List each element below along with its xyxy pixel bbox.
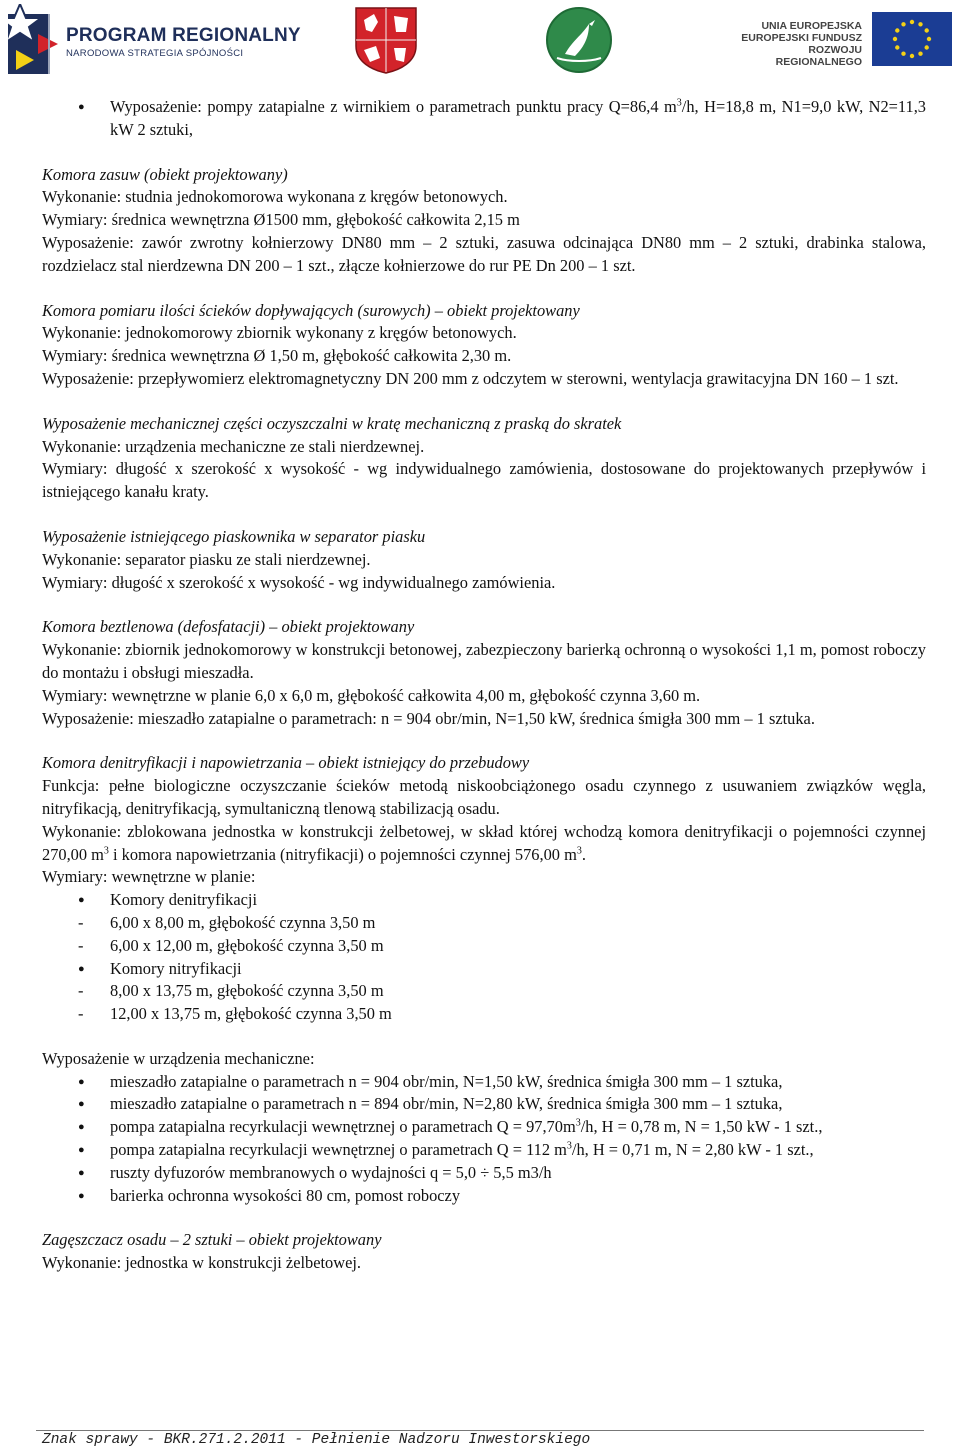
eu-line-3: ROZWOJU REGIONALNEGO [775,44,862,68]
paragraph: Wykonanie: jednokomorowy zbiornik wykonany z kręgów betonowych. [42,323,517,343]
eu-flag-icon [872,12,952,66]
list-item: ● pompa zatapialna recyrkulacji wewnętrznej o parametrach Q = 112 $m^3/h$, H = 0,71 m, N = 2,80 kW - 1 szt., [42,1139,926,1162]
list-item: ● barierka ochronna wysokości 80 cm, pomost roboczy [42,1185,926,1208]
list-item: ● ruszty dyfuzorów membranowych o wydajności q = 5,0 ÷ 5,5 m3/h [42,1162,926,1185]
paragraph: Funkcja: pełne biologiczne oczyszczanie ścieków metodą niskoobciążonego osadu czynnego z usuwaniem związków węgla, nitryfikacją, denitryfikacją, symultaniczną tlenową stabilizacją osadu. [42,776,926,818]
section-title-krata: Wyposażenie mechanicznej części oczyszczalni w kratę mechaniczną z praską do skratek [42,413,622,433]
denit-dimension-list [42,912,926,958]
voivodeship-crest-icon [354,6,418,74]
section-title-zageszczacz: Zagęszczacz osadu – 2 sztuki – obiekt projektowany [42,1230,382,1250]
list-item: - 8,00 x 13,75 m, głębokość czynna 3,50 m [42,980,926,1003]
paragraph: Wymiary: wewnętrzne w planie 6,0 x 6,0 m, głębokość całkowita 4,00 m, głębokość czynna 3,60 m. [42,685,701,705]
section-title-komora-denitryfikacji: Komora denitryfikacji i napowietrzania – obiekt istniejący do przebudowy [42,753,530,773]
nit-dimension-list [42,980,926,1026]
paragraph: Wykonanie: zbiornik jednokomorowy w konstrukcji betonowej, zabezpieczony barierką ochronną o wysokości 1,1 m, pomost roboczy do montażu i obsługi mieszadła. [42,640,926,682]
list-item: ● Komory nitryfikacji [42,958,926,981]
eu-star-icon [910,20,914,24]
paragraph: Wykonanie: studnia jednokomorowa wykonana z kręgów betonowych. [42,187,508,207]
equipment-heading: Wyposażenie w urządzenia mechaniczne: [42,1048,315,1068]
eu-star-icon [925,45,929,49]
nit-chamber-label [42,958,926,981]
eu-star-icon [901,22,905,26]
paragraph: Wykonanie: separator piasku ze stali nierdzewnej. [42,549,371,569]
program-regionalny-logo [8,4,308,74]
paragraph: Wyposażenie: mieszadło zatapialne o parametrach: n = 904 obr/min, N=1,50 kW, średnica śmigła 300 mm – 1 sztuka. [42,708,815,728]
mechanical-equipment-list [42,1071,926,1208]
eu-star-icon [927,37,931,41]
paragraph: Wymiary: średnica wewnętrzna Ø1500 mm, głębokość całkowita 2,15 m [42,210,520,230]
page-header [0,0,960,80]
list-item: - 6,00 x 12,00 m, głębokość czynna 3,50 m [42,935,926,958]
list-item: ● Wyposażenie: pompy zatapialne z wirnikiem o parametrach punktu pracy Q=86,4 $m^3/h$, H=18,8 m, N1=9,0 kW, N2=11,3 kW 2 sztuki, [42,96,926,142]
paragraph: Wykonanie: zblokowana jednostka w konstrukcji żelbetowej, w skład której wchodzą komora denitryfikacji o pojemności czynnej 270,00 $m^3$ i komora napowietrzania (nitryfikacji) o pojemności czynnej 576,00 $m^3$. [42,821,926,864]
eu-line-2: EUROPEJSKI FUNDUSZ [741,32,862,44]
eu-fund-text [722,20,862,68]
eu-star-icon [918,22,922,26]
eu-star-icon [893,37,897,41]
region-bird-logo-icon [545,6,613,74]
list-item: - 12,00 x 13,75 m, głębokość czynna 3,50 m [42,1003,926,1026]
denit-chamber-label [42,889,926,912]
section-title-komora-zasuw: Komora zasuw (obiekt projektowany) [42,164,288,184]
eu-star-icon [895,45,899,49]
section-title-komora-pomiaru: Komora pomiaru ilości ścieków dopływających (surowych) – obiekt projektowany [42,300,580,320]
program-title: PROGRAM REGIONALNY [66,25,301,46]
list-item: - 6,00 x 8,00 m, głębokość czynna 3,50 m [42,912,926,935]
paragraph: Wymiary: długość x szerokość x wysokość - wg indywidualnego zamówienia, dostosowane do projektowanych przepływów i istniejącego kanału kraty. [42,459,926,502]
list-item: ● pompa zatapialna recyrkulacji wewnętrznej o parametrach $Q = 97,70m^3/h$, H = 0,78 m, N = 1,50 kW - 1 szt., [42,1116,926,1139]
paragraph: Wyposażenie: zawór zwrotny kołnierzowy DN80 mm – 2 sztuki, zasuwa odcinająca DN80 mm – 2 sztuki, drabinka stalowa, rozdzielacz stal nierdzewna DN 200 – 1 szt., złącze kołnierzowe do rur PE Dn 200 – 1 szt. [42,232,926,275]
paragraph: Wykonanie: jednostka w konstrukcji żelbetowej. [42,1253,362,1273]
paragraph: Wykonanie: urządzenia mechaniczne ze stali nierdzewnej. [42,436,425,456]
list-item: ● mieszadło zatapialne o parametrach n = 904 obr/min, N=1,50 kW, średnica śmigła 300 mm – 1 sztuka, [42,1071,926,1094]
section-title-komora-beztlenowa: Komora beztlenowa (defosfatacji) – obiekt projektowany [42,617,415,637]
eu-star-icon [910,54,914,58]
eu-line-1: UNIA EUROPEJSKA [761,20,862,32]
paragraph: Wymiary: wewnętrzne w planie: [42,867,256,887]
program-subtitle: NARODOWA STRATEGIA SPÓJNOŚCI [66,48,244,59]
eu-star-icon [895,28,899,32]
footer-case-reference: Znak sprawy - BKR.271.2.2011 - Pełnienie Nadzoru Inwestorskiego [42,1432,591,1448]
eu-star-icon [901,52,905,56]
eu-star-icon [918,52,922,56]
program-regionalny-mark-icon [8,4,58,74]
footer-divider [36,1430,924,1431]
paragraph: Wymiary: długość x szerokość x wysokość - wg indywidualnego zamówienia. [42,572,556,592]
document-body [42,96,926,1275]
paragraph: Wymiary: średnica wewnętrzna Ø 1,50 m, głębokość całkowita 2,30 m. [42,346,512,366]
eu-star-icon [925,28,929,32]
paragraph: Wyposażenie: przepływomierz elektromagnetyczny DN 200 mm z odczytem w sterowni, wentylacja grawitacyjna DN 160 – 1 szt. [42,368,899,388]
pump-equipment-list [42,96,926,142]
list-item: ● Komory denitryfikacji [42,889,926,912]
section-title-piaskownik: Wyposażenie istniejącego piaskownika w separator piasku [42,526,426,546]
list-item: ● mieszadło zatapialne o parametrach n = 894 obr/min, N=2,80 kW, średnica śmigła 300 mm – 1 sztuka, [42,1093,926,1116]
